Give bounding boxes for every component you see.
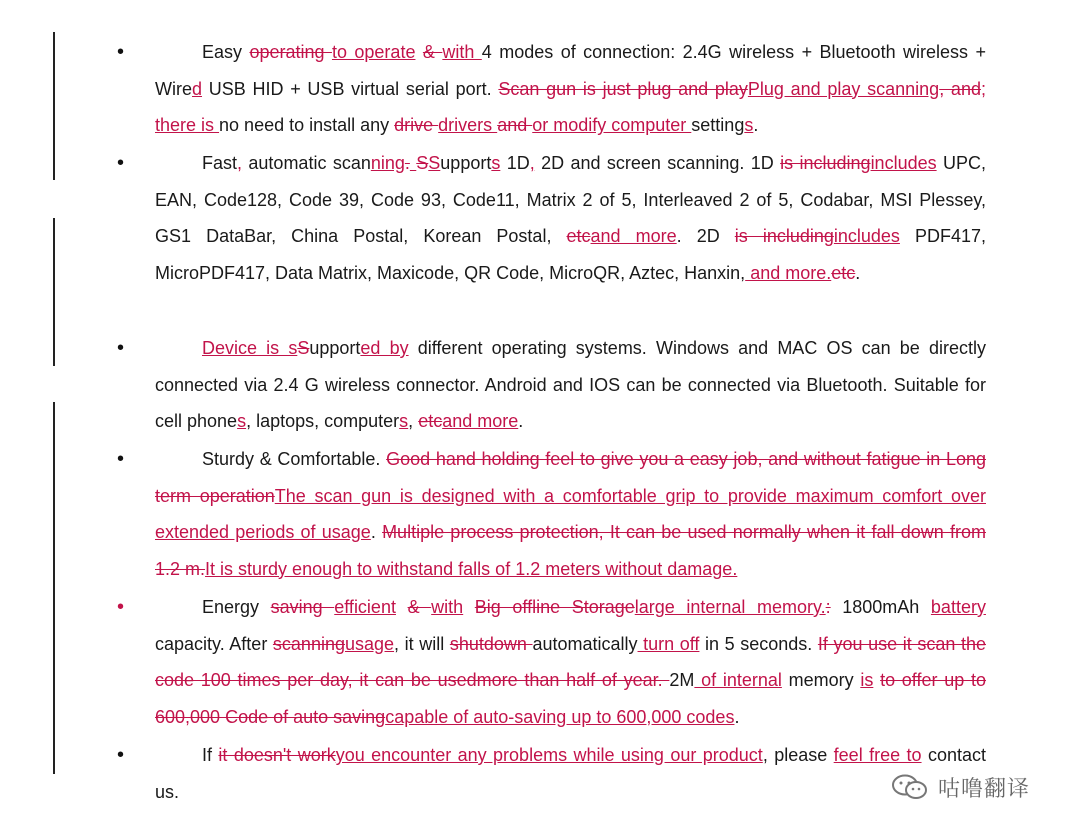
body-text: automatically — [532, 633, 638, 654]
body-text: PDF417, MicroPDF417, Data Matrix, Maxicode, QR Code, MicroQR, Aztec, Hanxin, — [155, 226, 987, 283]
inserted-text: The scan gun is designed with a comfortable grip to provide maximum comfort over extended periods of usage — [155, 485, 986, 543]
inserted-text: includes — [833, 226, 900, 247]
inserted-text: large internal memory. — [634, 597, 826, 617]
body-text: 2M — [669, 670, 695, 691]
bullet: • — [117, 744, 125, 766]
body-text: contact us. — [155, 745, 986, 802]
inserted-text: ; — [980, 78, 986, 99]
body-text: . — [518, 411, 524, 432]
body-text: , laptops, computer — [246, 411, 400, 432]
deleted-text: , and — [939, 78, 981, 99]
bullet: • — [117, 596, 125, 618]
bullet: • — [117, 41, 125, 63]
body-text: 1D — [500, 153, 530, 173]
deleted-text: & — [407, 597, 432, 617]
inserted-text: s — [399, 411, 409, 432]
deleted-text: Big offline Storage — [474, 597, 635, 617]
deleted-text: scanning — [272, 633, 345, 654]
inserted-text: and more — [442, 411, 519, 432]
inserted-text: there is — [155, 115, 220, 136]
inserted-text: includes — [870, 153, 937, 173]
body-text: Easy — [202, 42, 250, 62]
inserted-text: s — [744, 115, 754, 136]
body-text: . — [370, 522, 383, 543]
deleted-text: to offer up to 600,000 Code of auto saving — [155, 670, 986, 727]
list-item — [155, 145, 986, 291]
inserted-text: you encounter any problems while using our product — [335, 745, 763, 765]
deleted-text: . — [404, 153, 410, 173]
inserted-text: It is sturdy enough to withstand falls of 1.2 meters without damage. — [205, 558, 738, 579]
wechat-icon — [890, 773, 930, 801]
inserted-text: Device is s — [202, 338, 298, 358]
watermark — [890, 772, 1030, 802]
body-text: 2D and screen scanning. 1D — [534, 153, 781, 173]
body-text: no need to install any — [219, 115, 395, 136]
deleted-text: S — [297, 338, 310, 358]
deleted-text: is including — [780, 153, 871, 173]
inserted-text: and more. — [745, 262, 832, 283]
body-text: Energy — [202, 597, 271, 617]
inserted-text: and more — [590, 226, 677, 247]
inserted-text: is — [860, 670, 874, 691]
deleted-text: drive — [394, 115, 439, 136]
list-item — [155, 737, 986, 810]
body-text: . 2D — [676, 226, 735, 247]
inserted-text: ed by — [360, 338, 409, 358]
deleted-text: it doesn't work — [218, 745, 336, 765]
change-bar — [53, 218, 55, 366]
body-text: different operating systems. Windows and MAC OS can be directly connected via 2.4 G wireless connector. Android and IOS can be connected via Bluetooth. Suitable for cell phone — [155, 338, 986, 432]
inserted-text: efficient — [334, 597, 396, 617]
inserted-text: with — [442, 42, 482, 62]
inserted-text: battery — [930, 597, 986, 617]
inserted-text: with — [431, 597, 464, 617]
inserted-text: drivers — [438, 115, 498, 136]
body-text: . — [753, 115, 759, 136]
inserted-text: of internal — [694, 670, 782, 691]
deleted-text: Multiple process protection, It can be used normally when it fall down from 1.2 m. — [155, 522, 986, 579]
inserted-text: , — [529, 153, 535, 173]
body-text — [463, 597, 475, 617]
body-text — [415, 42, 422, 62]
inserted-text: to operate — [331, 42, 416, 62]
deleted-text: operating — [249, 42, 332, 62]
body-text: . — [734, 706, 740, 727]
bullet: • — [117, 337, 125, 359]
body-text: in 5 seconds. — [699, 633, 818, 654]
deleted-text: saving — [270, 597, 335, 617]
body-text: , it will — [394, 633, 450, 654]
deleted-text: If you use it scan the code 100 times per day, it can be usedmore than half of year. — [155, 633, 986, 691]
body-text: 4 modes of connection: 2.4G wireless + Bluetooth wireless + Wire — [155, 42, 986, 99]
body-text: , please — [762, 745, 834, 765]
body-text: Fast — [202, 153, 238, 173]
body-text: , — [408, 411, 419, 432]
inserted-text: or modify computer — [532, 115, 692, 136]
body-text: UPC, EAN, Code128, Code 39, Code 93, Code11, Matrix 2 of 5, Interleaved 2 of 5, Codabar, MSI Plessey, GS1 DataBar, China Postal, Korean Postal, — [155, 153, 986, 247]
body-text — [396, 597, 408, 617]
deleted-text: etc — [418, 411, 443, 432]
body-text: setting — [691, 115, 745, 136]
deleted-text: Scan gun is just plug and play — [498, 78, 748, 99]
body-text: 1800mAh — [830, 597, 931, 617]
deleted-text: etc — [566, 226, 591, 247]
deleted-text: and — [497, 115, 533, 136]
body-text: upport — [440, 153, 492, 173]
inserted-text: , — [237, 153, 243, 173]
deleted-text: is including — [734, 226, 834, 247]
body-text: Sturdy & Comfortable. — [202, 449, 387, 469]
list-item — [155, 330, 986, 440]
inserted-text: s — [491, 153, 501, 173]
inserted-text: feel free to — [833, 745, 922, 765]
body-text: memory — [781, 670, 861, 691]
deleted-text: etc — [831, 262, 856, 283]
deleted-text: shutdown — [449, 633, 533, 654]
inserted-text: s — [237, 411, 247, 432]
body-text: If — [202, 745, 219, 765]
inserted-text: usage — [344, 633, 395, 654]
list-item — [155, 589, 986, 735]
inserted-text: S — [428, 153, 441, 173]
bullet: • — [117, 448, 125, 470]
bullet: • — [117, 152, 125, 174]
inserted-text: Plug and play scanning — [747, 78, 940, 99]
deleted-text: Good hand holding feel to give you a easy job, and without fatigue in Long term operation — [155, 449, 986, 506]
deleted-text: & — [422, 42, 443, 62]
body-text: USB HID + USB virtual serial port. — [202, 78, 499, 99]
inserted-text: turn off — [637, 633, 700, 654]
body-text: . — [855, 262, 861, 283]
body-text: capacity. After — [155, 633, 273, 654]
body-text: automatic scan — [242, 153, 371, 173]
list-item — [155, 34, 986, 144]
inserted-text: capable of auto-saving up to 600,000 codes — [385, 706, 735, 727]
body-text: upport — [309, 338, 361, 358]
deleted-text: S — [416, 153, 429, 173]
change-bar — [53, 32, 55, 180]
deleted-text: : — [825, 597, 831, 617]
list-item — [155, 441, 986, 587]
inserted-text: d — [192, 78, 203, 99]
change-bar — [53, 402, 55, 774]
watermark-text: 咕噜翻译 — [938, 776, 1031, 802]
inserted-text: ning — [370, 153, 405, 173]
